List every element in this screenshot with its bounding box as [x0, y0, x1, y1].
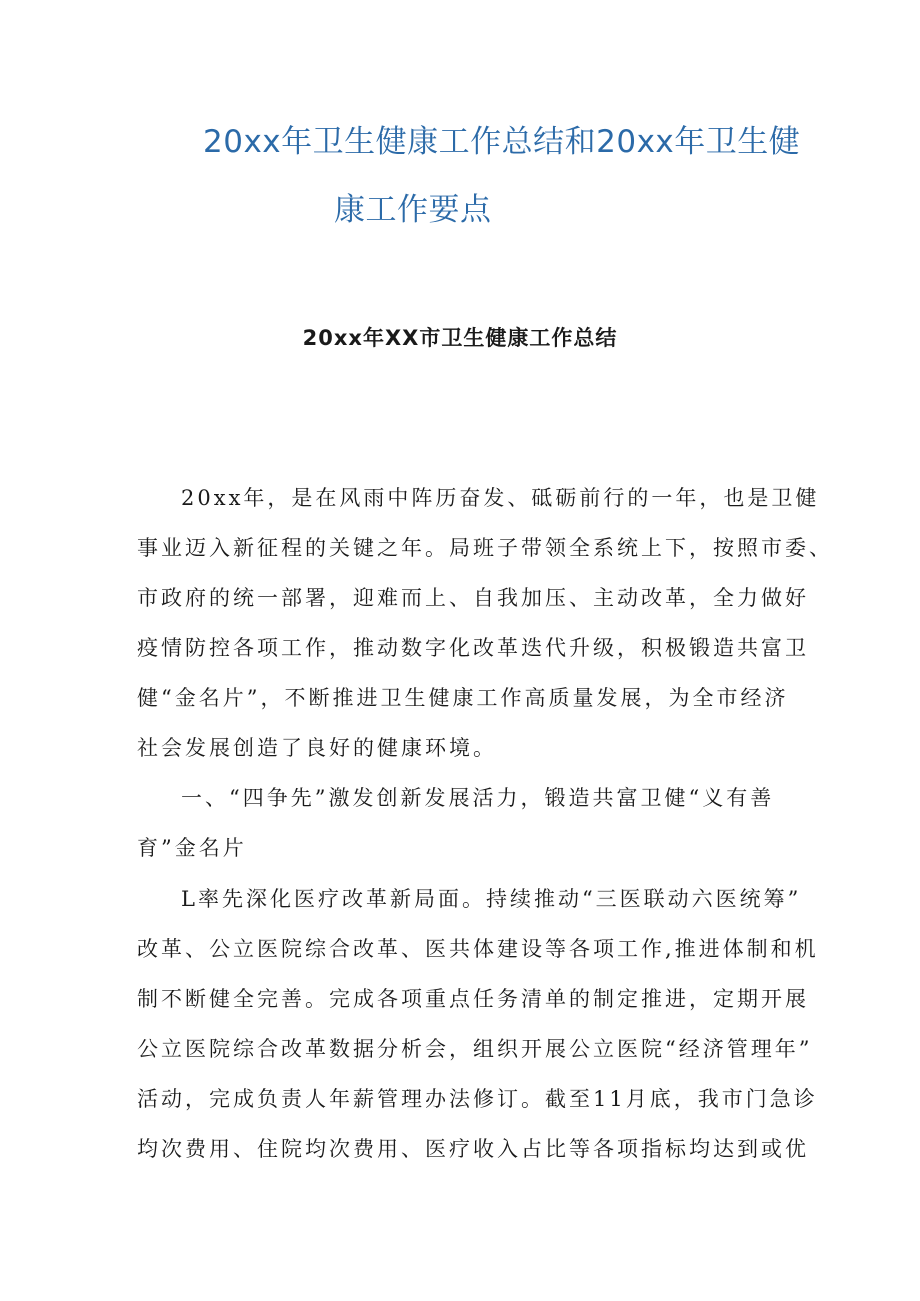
paragraph-line: 事业迈入新征程的关键之年。局班子带领全系统上下，按照市委、	[137, 536, 833, 560]
heading-line: 育”金名片	[137, 836, 247, 860]
paragraph-line: 疫情防控各项工作，推动数字化改革迭代升级，积极锻造共富卫	[137, 636, 809, 660]
paragraph-line: 20xx年，是在风雨中阵历奋发、砥砺前行的一年，也是卫健	[181, 486, 820, 510]
document-title-line-2: 康工作要点	[334, 192, 492, 228]
paragraph-line: 市政府的统一部署，迎难而上、自我加压、主动改革，全力做好	[137, 586, 809, 610]
paragraph-medical-reform	[137, 874, 819, 1174]
section-heading-1	[137, 773, 797, 873]
heading-line: 一、“四争先”激发创新发展活力，锻造共富卫健“义有善	[181, 786, 775, 810]
paragraph-line: 健“金名片”，不断推进卫生健康工作高质量发展，为全市经济	[137, 686, 789, 710]
paragraph-line: 公立医院综合改革数据分析会，组织开展公立医院“经济管理年”	[137, 1037, 813, 1061]
paragraph-line: 活动，完成负责人年薪管理办法修订。截至11月底，我市门急诊	[137, 1087, 818, 1111]
paragraph-intro	[137, 473, 833, 773]
document-subtitle: 20xx年XX市卫生健康工作总结	[302, 326, 618, 350]
paragraph-line: 均次费用、住院均次费用、医疗收入占比等各项指标均达到或优	[137, 1137, 809, 1161]
paragraph-line: L率先深化医疗改革新局面。持续推动“三医联动六医统筹”	[181, 887, 802, 911]
paragraph-line: 制不断健全完善。完成各项重点任务清单的制定推进，定期开展	[137, 987, 809, 1011]
document-title-line-1: 20xx年卫生健康工作总结和20xx年卫生健	[203, 124, 801, 160]
paragraph-line: 社会发展创造了良好的健康环境。	[137, 736, 497, 760]
paragraph-line: 改革、公立医院综合改革、医共体建设等各项工作,推进体制和机	[137, 937, 819, 961]
